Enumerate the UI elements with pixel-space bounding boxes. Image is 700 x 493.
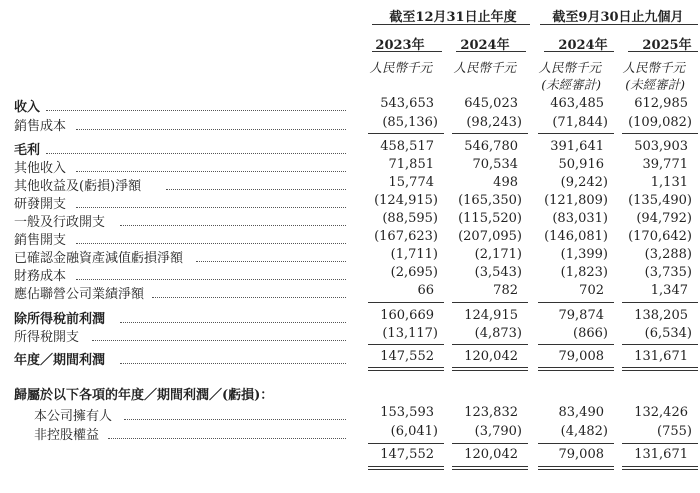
value-2024-period: 83,490 <box>558 405 604 420</box>
value-2024-period: (71,844) <box>552 115 608 130</box>
value-2024-annual: 498 <box>493 175 518 190</box>
leader-dots <box>120 211 346 226</box>
total-double-rule-2024-period <box>538 367 614 371</box>
row-cost-of-sales <box>0 115 700 134</box>
leader-dots <box>76 115 346 130</box>
value-2023: (6,041) <box>390 424 438 439</box>
row-label: 年度／期間利潤 <box>14 353 106 368</box>
row-other-income <box>0 157 700 176</box>
total-double-rule-2024-period <box>538 466 614 470</box>
row-finance-costs <box>0 265 700 284</box>
row-label: 財務成本 <box>14 269 67 284</box>
row-gross-profit <box>0 139 700 158</box>
value-2024-period: 463,485 <box>550 96 604 111</box>
row-other-gains-losses <box>0 175 700 194</box>
subtotal-rule-2025-period <box>622 133 698 134</box>
value-2025-period: 131,671 <box>634 447 688 462</box>
value-2023: 458,517 <box>380 139 434 154</box>
value-2025-period: 132,426 <box>634 405 688 420</box>
total-double-rule-2025-period <box>622 367 698 371</box>
value-2024-period: (121,809) <box>544 193 608 208</box>
total-double-rule-2024-annual <box>452 466 528 470</box>
value-2025-period: (170,642) <box>628 229 692 244</box>
value-2024-period: (1,399) <box>560 247 608 262</box>
subtotal-rule-2025-period <box>622 344 698 345</box>
value-2024-annual: 645,023 <box>464 96 518 111</box>
value-2024-annual: 120,042 <box>464 447 518 462</box>
header-group-annual: 截至12月31日止年度 <box>389 10 517 25</box>
value-2025-period: 39,771 <box>642 157 688 172</box>
row-label: 其他收益及(虧損)淨額 <box>14 179 142 194</box>
value-2024-annual: (2,171) <box>474 247 522 262</box>
leader-dots <box>76 229 346 244</box>
leader-dots <box>124 405 346 420</box>
value-2023: (13,117) <box>382 326 438 341</box>
value-2023: (124,915) <box>374 193 438 208</box>
row-admin-expenses <box>0 211 700 230</box>
year-2024-annual-rule <box>456 51 526 52</box>
value-2023: 147,552 <box>380 349 434 364</box>
subtotal-rule-2025-period <box>622 302 698 303</box>
value-2024-period: (4,482) <box>560 424 608 439</box>
row-label: 所得稅開支 <box>14 330 80 345</box>
value-2024-period: 79,008 <box>558 349 604 364</box>
leader-dots <box>76 157 346 172</box>
row-attributable-heading <box>0 384 700 403</box>
value-2025-period: 612,985 <box>634 96 688 111</box>
value-2023: 71,851 <box>388 157 434 172</box>
value-2024-annual: (4,873) <box>474 326 522 341</box>
leader-dots <box>152 283 346 298</box>
value-2024-annual: 124,915 <box>464 308 518 323</box>
value-2025-period: (755) <box>657 424 692 439</box>
total-double-rule-2025-period <box>622 466 698 470</box>
value-2024-period: (9,242) <box>560 175 608 190</box>
value-2023: (85,136) <box>382 115 438 130</box>
value-2025-period: 503,903 <box>634 139 688 154</box>
value-2024-annual: 120,042 <box>464 349 518 364</box>
value-2024-period: 79,874 <box>558 308 604 323</box>
row-label: 本公司擁有人 <box>34 409 113 424</box>
value-2023: 160,669 <box>380 308 434 323</box>
year-2024-annual: 2024年 <box>460 38 510 53</box>
value-2023: 153,593 <box>380 405 434 420</box>
value-2024-annual: (3,543) <box>474 265 522 280</box>
year-2025-period: 2025年 <box>642 38 692 53</box>
leader-dots <box>92 326 346 341</box>
value-2025-period: (94,792) <box>636 211 692 226</box>
value-2024-annual: (207,095) <box>458 229 522 244</box>
unit-2023: 人民幣千元 <box>369 60 432 75</box>
subtotal-rule-2024-period <box>538 344 614 345</box>
subtotal-rule-2023 <box>368 344 444 345</box>
leader-dots <box>76 193 346 208</box>
value-2024-annual: 546,780 <box>464 139 518 154</box>
subtotal-rule-2024-annual <box>452 344 528 345</box>
value-2024-annual: (98,243) <box>466 115 522 130</box>
leader-dots <box>46 96 346 111</box>
value-2025-period: 1,347 <box>650 283 688 298</box>
unit-2024-annual: 人民幣千元 <box>453 60 516 75</box>
value-2023: (88,595) <box>382 211 438 226</box>
unit-2024-period: 人民幣千元 <box>538 60 601 75</box>
row-selling-expenses <box>0 229 700 248</box>
value-2024-period: (146,081) <box>544 229 608 244</box>
value-2024-period: (1,823) <box>560 265 608 280</box>
subtotal-rule-2023 <box>368 443 444 444</box>
row-rd-expenses <box>0 193 700 212</box>
value-2025-period: (109,082) <box>628 115 692 130</box>
row-label: 其他收入 <box>14 161 67 176</box>
row-label: 已確認金融資產減值虧損淨額 <box>14 251 184 266</box>
value-2024-annual: 782 <box>493 283 518 298</box>
leader-dots <box>166 175 346 190</box>
row-profit-before-tax <box>0 308 700 327</box>
leader-dots <box>120 308 346 323</box>
subtotal-rule-2024-period <box>538 443 614 444</box>
unaudited-2025-period: (未經審計) <box>625 77 685 92</box>
leader-dots <box>76 265 346 280</box>
unit-2025-period: 人民幣千元 <box>622 60 685 75</box>
row-label: 研發開支 <box>14 197 67 212</box>
unaudited-2024-period: (未經審計) <box>541 77 601 92</box>
header-group-nine-months-rule <box>540 24 698 25</box>
subtotal-rule-2024-period <box>538 133 614 134</box>
value-2023: 147,552 <box>380 447 434 462</box>
subtotal-rule-2024-annual <box>452 443 528 444</box>
year-2023: 2023年 <box>375 38 425 53</box>
row-label: 歸屬於以下各項的年度／期間利潤／(虧損)： <box>14 388 274 403</box>
row-label: 收入 <box>14 100 41 115</box>
leader-dots <box>46 139 346 154</box>
leader-dots <box>108 424 346 439</box>
value-2025-period: (135,490) <box>628 193 692 208</box>
subtotal-rule-2025-period <box>622 443 698 444</box>
leader-dots <box>196 247 346 262</box>
row-label: 除所得稅前利潤 <box>14 312 106 327</box>
value-2023: (2,695) <box>390 265 438 280</box>
value-2025-period: 131,671 <box>634 349 688 364</box>
row-revenue <box>0 96 700 115</box>
value-2023: 15,774 <box>388 175 434 190</box>
value-2023: 543,653 <box>380 96 434 111</box>
subtotal-rule-2024-annual <box>452 133 528 134</box>
value-2024-annual: (165,350) <box>458 193 522 208</box>
year-2024-period: 2024年 <box>558 38 608 53</box>
row-label: 毛利 <box>14 143 41 158</box>
row-label: 一般及行政開支 <box>14 215 106 230</box>
value-2023: 66 <box>417 283 434 298</box>
row-label: 應佔聯營公司業績淨額 <box>14 287 145 302</box>
total-double-rule-2023 <box>368 367 444 371</box>
row-label: 銷售成本 <box>14 119 67 134</box>
year-2024-period-rule <box>544 51 614 52</box>
subtotal-rule-2023 <box>368 133 444 134</box>
row-income-tax <box>0 326 700 345</box>
value-2024-annual: 70,534 <box>472 157 518 172</box>
subtotal-rule-2024-annual <box>452 302 528 303</box>
value-2024-period: 79,008 <box>558 447 604 462</box>
value-2025-period: (3,735) <box>644 265 692 280</box>
value-2024-period: 50,916 <box>558 157 604 172</box>
value-2024-period: (83,031) <box>552 211 608 226</box>
year-2025-period-rule <box>628 51 698 52</box>
row-label: 銷售開支 <box>14 233 67 248</box>
row-owners-of-company <box>0 405 700 424</box>
row-impairment-losses <box>0 247 700 266</box>
subtotal-rule-2023 <box>368 302 444 303</box>
row-label: 非控股權益 <box>34 428 100 443</box>
value-2024-period: 702 <box>579 283 604 298</box>
value-2024-period: (866) <box>573 326 608 341</box>
year-2023-rule <box>372 51 442 52</box>
header-group-nine-months: 截至9月30日止九個月 <box>552 10 684 25</box>
value-2024-period: 391,641 <box>550 139 604 154</box>
value-2025-period: 1,131 <box>650 175 688 190</box>
value-2024-annual: (3,790) <box>474 424 522 439</box>
value-2023: (167,623) <box>374 229 438 244</box>
header-group-annual-rule <box>372 24 530 25</box>
row-share-of-associates <box>0 283 700 302</box>
row-non-controlling-interests <box>0 424 700 443</box>
value-2025-period: 138,205 <box>634 308 688 323</box>
row-profit-for-period <box>0 349 700 368</box>
value-2025-period: (3,288) <box>644 247 692 262</box>
subtotal-rule-2024-period <box>538 302 614 303</box>
leader-dots <box>120 349 346 364</box>
total-double-rule-2024-annual <box>452 367 528 371</box>
row-attributable-total <box>0 447 700 463</box>
total-double-rule-2023 <box>368 466 444 470</box>
value-2024-annual: (115,520) <box>458 211 522 226</box>
value-2025-period: (6,534) <box>644 326 692 341</box>
value-2024-annual: 123,832 <box>464 405 518 420</box>
value-2023: (1,711) <box>390 247 438 262</box>
